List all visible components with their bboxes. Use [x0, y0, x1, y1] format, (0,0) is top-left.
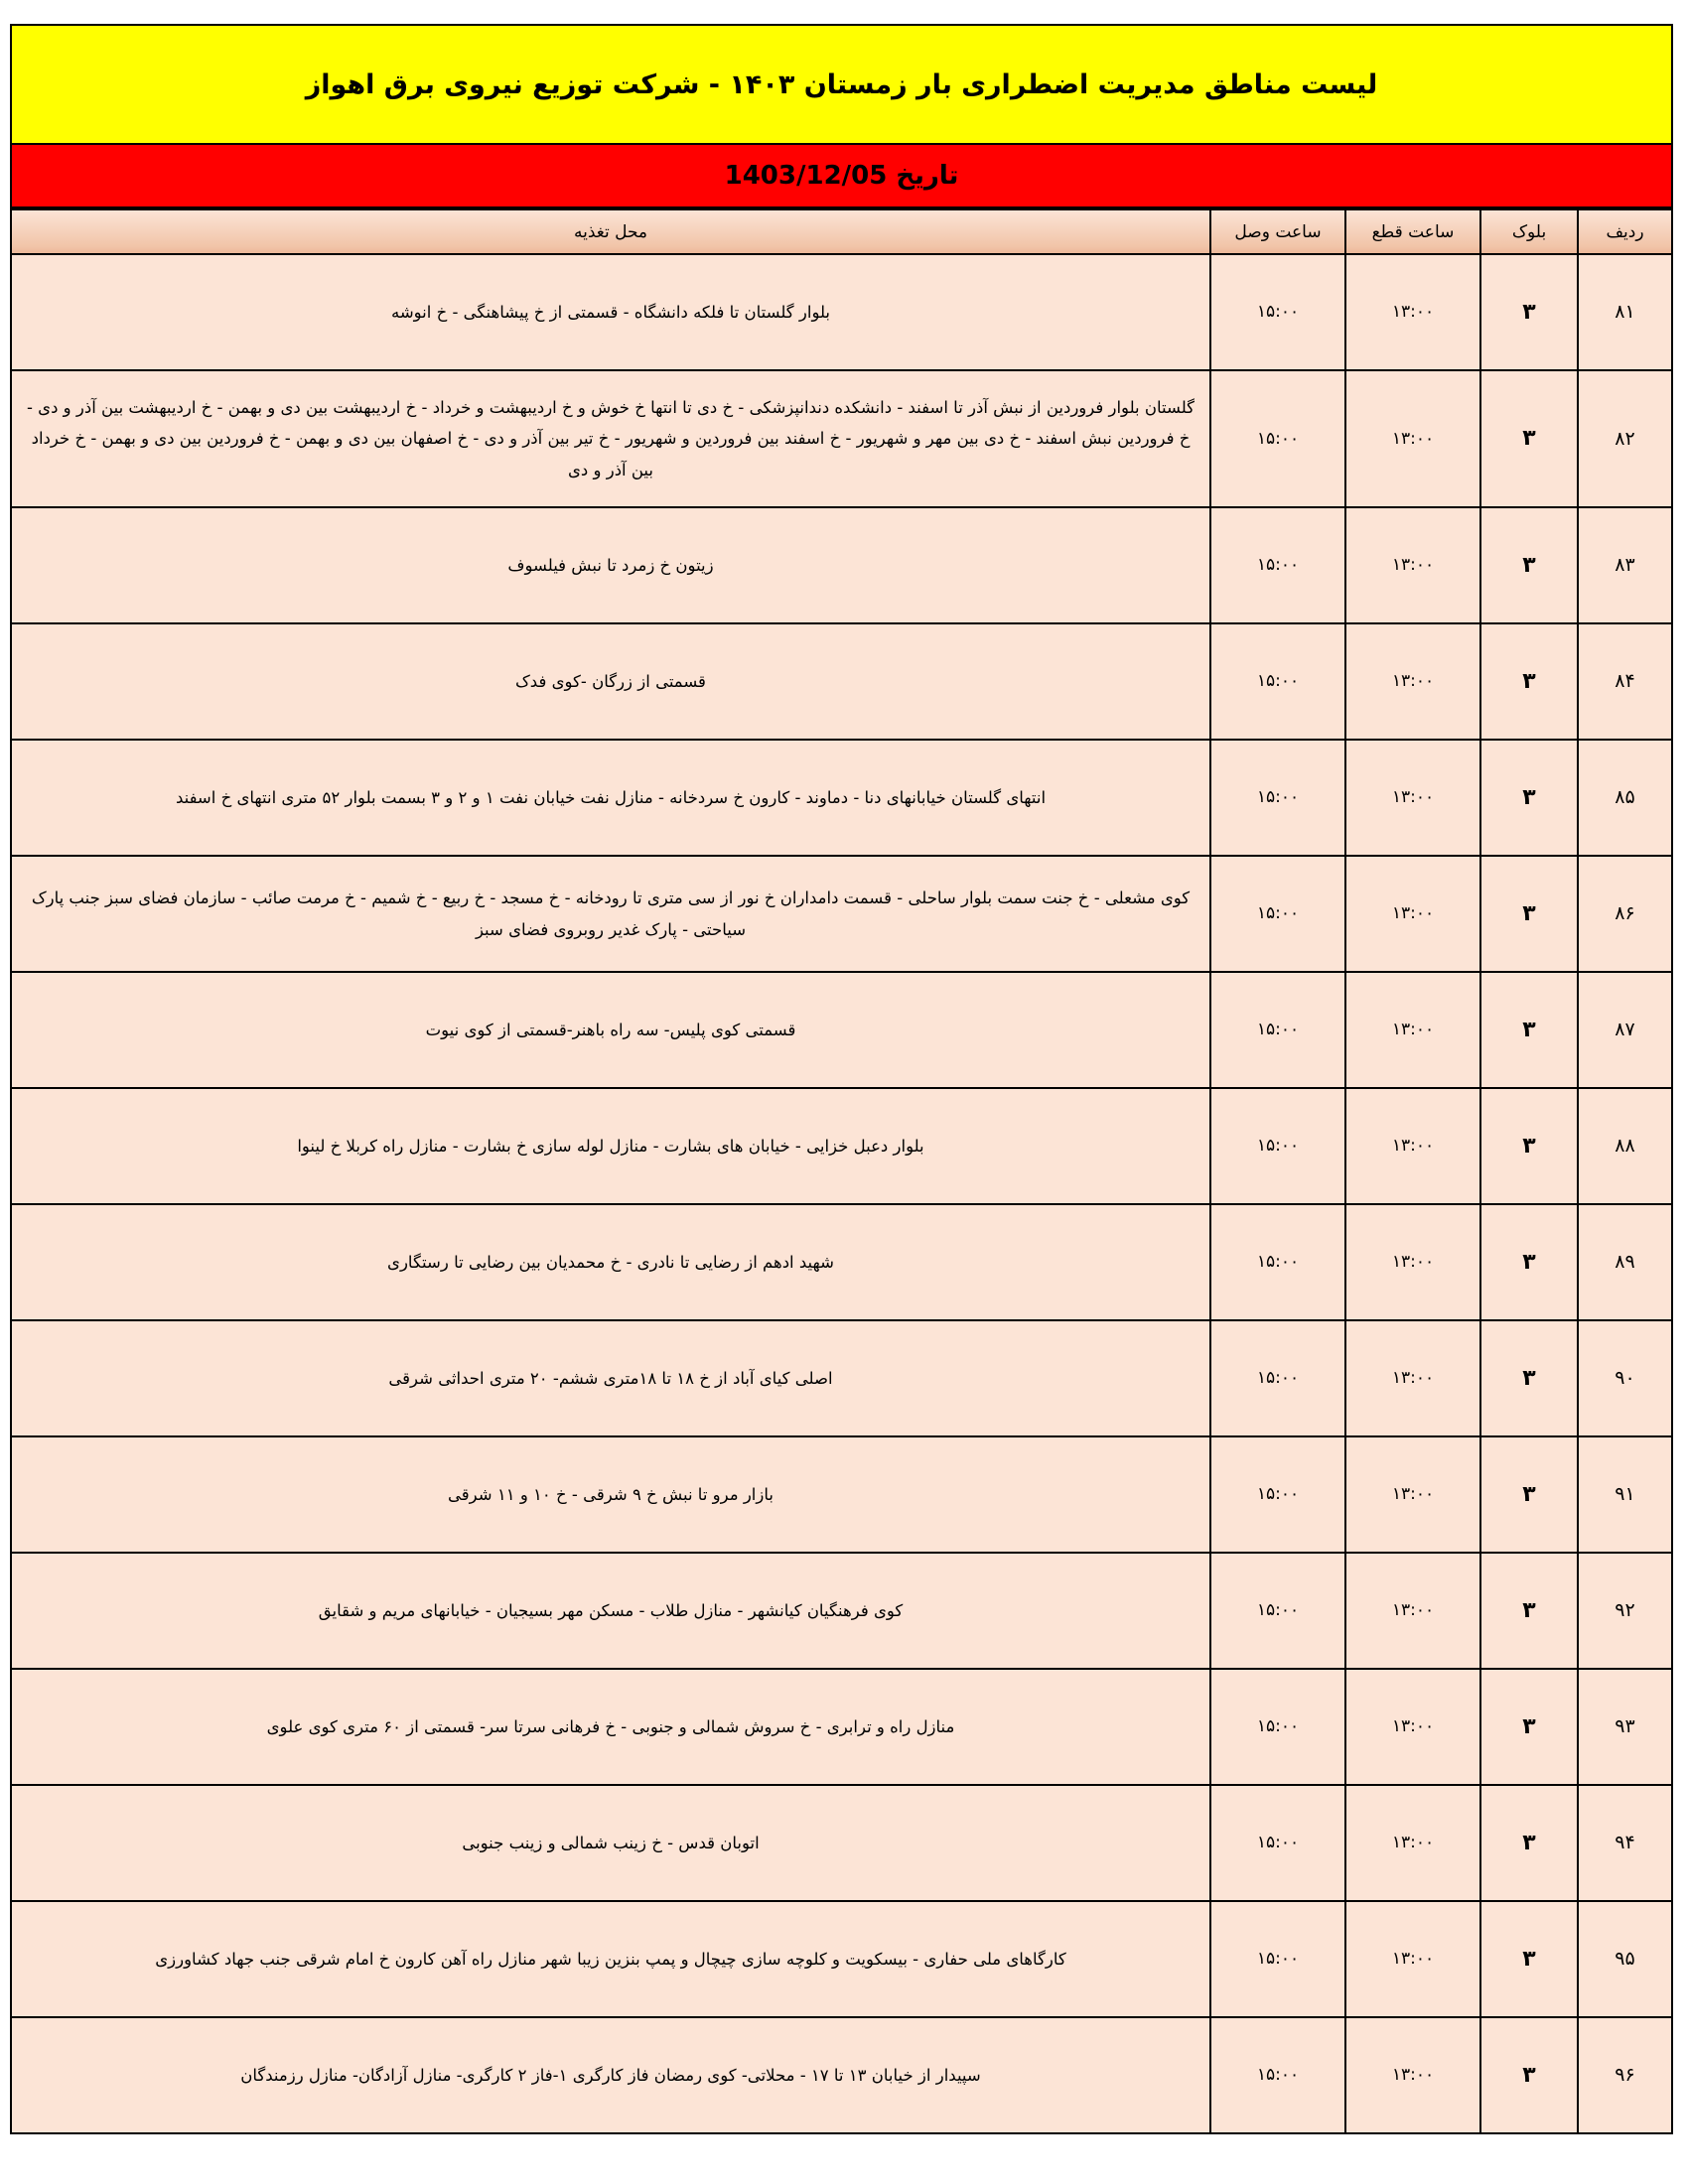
- row-number-cell: ۹۱: [1578, 1436, 1671, 1553]
- table-row: [12, 2017, 1671, 2132]
- cut-time-cell: ۱۳:۰۰: [1345, 370, 1480, 507]
- location-cell: منازل راه و ترابری - خ سروش شمالی و جنوبی - خ فرهانی سرتا سر- قسمتی از ۶۰ متری کوی علوی: [12, 1669, 1210, 1785]
- cut-time-cell: ۱۳:۰۰: [1345, 1088, 1480, 1204]
- location-cell: اصلی کیای آباد از خ ۱۸ تا ۱۸متری ششم- ۲۰ متری احداثی شرقی: [12, 1320, 1210, 1436]
- location-cell: قسمتی کوی پلیس- سه راه باهنر-قسمتی از کوی نیوت: [12, 972, 1210, 1088]
- block-cell: ۳: [1480, 740, 1578, 856]
- connect-time-cell: ۱۵:۰۰: [1210, 623, 1345, 740]
- cut-time-cell: ۱۳:۰۰: [1345, 972, 1480, 1088]
- date-banner: [12, 145, 1671, 208]
- connect-time-cell: ۱۵:۰۰: [1210, 1785, 1345, 1901]
- table-row: [12, 1088, 1671, 1204]
- table-row: [12, 254, 1671, 370]
- row-number-cell: ۸۳: [1578, 507, 1671, 623]
- connect-time-cell: ۱۵:۰۰: [1210, 1901, 1345, 2017]
- block-cell: ۳: [1480, 1785, 1578, 1901]
- location-cell: بلوار گلستان تا فلکه دانشگاه - قسمتی از خ پیشاهنگی - خ انوشه: [12, 254, 1210, 370]
- cut-time-cell: ۱۳:۰۰: [1345, 1553, 1480, 1669]
- block-cell: ۳: [1480, 856, 1578, 972]
- location-cell: کوی فرهنگیان کیانشهر - منازل طلاب - مسکن مهر بسیجیان - خیابانهای مریم و شقایق: [12, 1553, 1210, 1669]
- row-number-cell: ۹۵: [1578, 1901, 1671, 2017]
- cut-time-cell: ۱۳:۰۰: [1345, 1785, 1480, 1901]
- row-number-cell: ۹۰: [1578, 1320, 1671, 1436]
- row-number-cell: ۸۵: [1578, 740, 1671, 856]
- cut-time-cell: ۱۳:۰۰: [1345, 740, 1480, 856]
- location-cell: کوی مشعلی - خ جنت سمت بلوار ساحلی - قسمت دامداران خ نور از سی متری تا رودخانه - خ مسجد - خ ربیع - خ شمیم - خ مرمت صائب - سازمان فضای سبز جنب پارک سیاحتی - پارک غدیر روبروی فضای سبز: [12, 856, 1210, 972]
- column-header-block: بلوک: [1480, 209, 1578, 254]
- row-number-cell: ۹۳: [1578, 1669, 1671, 1785]
- location-cell: گلستان بلوار فروردین از نبش آذر تا اسفند - دانشکده دندانپزشکی - خ دی تا انتها خ خوش و خ اردیبهشت و خرداد - خ اردیبهشت بین دی و بهمن - خ اردیبهشت بین آذر و دی - خ فروردین نبش اسفند - خ دی بین مهر و شهریور - خ اسفند بین فروردین و شهریور - خ تیر بین آذر و دی - خ اصفهان بین دی و بهمن - خ فروردین بین دی و بهمن - خ خرداد بین آذر و دی: [12, 370, 1210, 507]
- block-cell: ۳: [1480, 1553, 1578, 1669]
- row-number-cell: ۸۹: [1578, 1204, 1671, 1320]
- row-number-cell: ۸۶: [1578, 856, 1671, 972]
- row-number-cell: ۹۴: [1578, 1785, 1671, 1901]
- connect-time-cell: ۱۵:۰۰: [1210, 1553, 1345, 1669]
- block-cell: ۳: [1480, 1204, 1578, 1320]
- block-cell: ۳: [1480, 1320, 1578, 1436]
- cut-time-cell: ۱۳:۰۰: [1345, 623, 1480, 740]
- connect-time-cell: ۱۵:۰۰: [1210, 1436, 1345, 1553]
- outage-table: [12, 208, 1671, 2132]
- connect-time-cell: ۱۵:۰۰: [1210, 254, 1345, 370]
- table-row: [12, 1785, 1671, 1901]
- location-cell: کارگاهای ملی حفاری - بیسکویت و کلوچه سازی چیچال و پمپ بنزین زیبا شهر منازل راه آهن کارون خ امام شرقی جنب جهاد کشاورزی: [12, 1901, 1210, 2017]
- table-row: [12, 1204, 1671, 1320]
- row-number-cell: ۸۴: [1578, 623, 1671, 740]
- connect-time-cell: ۱۵:۰۰: [1210, 2017, 1345, 2132]
- page-title: لیست مناطق مدیریت اضطراری بار زمستان ۱۴۰۳ - شرکت توزیع نیروی برق اهواز: [305, 68, 1378, 100]
- table-row: [12, 1436, 1671, 1553]
- block-cell: ۳: [1480, 623, 1578, 740]
- column-header-connect-time: ساعت وصل: [1210, 209, 1345, 254]
- connect-time-cell: ۱۵:۰۰: [1210, 1088, 1345, 1204]
- column-header-location: محل تغذیه: [12, 209, 1210, 254]
- table-row: [12, 1553, 1671, 1669]
- block-cell: ۳: [1480, 1088, 1578, 1204]
- connect-time-cell: ۱۵:۰۰: [1210, 1320, 1345, 1436]
- location-cell: قسمتی از زرگان -کوی فدک: [12, 623, 1210, 740]
- row-number-cell: ۹۲: [1578, 1553, 1671, 1669]
- cut-time-cell: ۱۳:۰۰: [1345, 507, 1480, 623]
- cut-time-cell: ۱۳:۰۰: [1345, 1901, 1480, 2017]
- location-cell: بلوار دعبل خزایی - خیابان های بشارت - منازل لوله سازی خ بشارت - منازل راه کربلا خ لینوا: [12, 1088, 1210, 1204]
- connect-time-cell: ۱۵:۰۰: [1210, 1669, 1345, 1785]
- row-number-cell: ۸۷: [1578, 972, 1671, 1088]
- block-cell: ۳: [1480, 254, 1578, 370]
- location-cell: سپیدار از خیابان ۱۳ تا ۱۷ - محلاتی- کوی رمضان فاز کارگری ۱-فاز ۲ کارگری- منازل آزادگان- منازل رزمندگان: [12, 2017, 1210, 2132]
- connect-time-cell: ۱۵:۰۰: [1210, 972, 1345, 1088]
- cut-time-cell: ۱۳:۰۰: [1345, 1436, 1480, 1553]
- connect-time-cell: ۱۵:۰۰: [1210, 507, 1345, 623]
- column-header-cut-time: ساعت قطع: [1345, 209, 1480, 254]
- table-row: [12, 1320, 1671, 1436]
- table-row: [12, 507, 1671, 623]
- block-cell: ۳: [1480, 507, 1578, 623]
- schedule-date: تاریخ 1403/12/05: [724, 161, 959, 191]
- row-number-cell: ۸۱: [1578, 254, 1671, 370]
- cut-time-cell: ۱۳:۰۰: [1345, 1669, 1480, 1785]
- block-cell: ۳: [1480, 2017, 1578, 2132]
- outage-schedule-sheet: [10, 24, 1673, 2134]
- table-row: [12, 370, 1671, 507]
- table-row: [12, 972, 1671, 1088]
- connect-time-cell: ۱۵:۰۰: [1210, 370, 1345, 507]
- title-banner: [12, 26, 1671, 145]
- row-number-cell: ۸۲: [1578, 370, 1671, 507]
- block-cell: ۳: [1480, 370, 1578, 507]
- table-row: [12, 740, 1671, 856]
- connect-time-cell: ۱۵:۰۰: [1210, 1204, 1345, 1320]
- location-cell: انتهای گلستان خیابانهای دنا - دماوند - کارون خ سردخانه - منازل نفت خیابان نفت ۱ و ۲ و ۳ بسمت بلوار ۵۲ متری انتهای خ اسفند: [12, 740, 1210, 856]
- table-header-row: [12, 209, 1671, 254]
- cut-time-cell: ۱۳:۰۰: [1345, 254, 1480, 370]
- table-row: [12, 1669, 1671, 1785]
- row-number-cell: ۹۶: [1578, 2017, 1671, 2132]
- connect-time-cell: ۱۵:۰۰: [1210, 856, 1345, 972]
- location-cell: زیتون خ زمرد تا نبش فیلسوف: [12, 507, 1210, 623]
- row-number-cell: ۸۸: [1578, 1088, 1671, 1204]
- location-cell: شهید ادهم از رضایی تا نادری - خ محمدیان بین رضایی تا رستگاری: [12, 1204, 1210, 1320]
- block-cell: ۳: [1480, 1901, 1578, 2017]
- cut-time-cell: ۱۳:۰۰: [1345, 856, 1480, 972]
- connect-time-cell: ۱۵:۰۰: [1210, 740, 1345, 856]
- cut-time-cell: ۱۳:۰۰: [1345, 2017, 1480, 2132]
- location-cell: بازار مرو تا نبش خ ۹ شرقی - خ ۱۰ و ۱۱ شرقی: [12, 1436, 1210, 1553]
- table-row: [12, 1901, 1671, 2017]
- block-cell: ۳: [1480, 972, 1578, 1088]
- cut-time-cell: ۱۳:۰۰: [1345, 1320, 1480, 1436]
- cut-time-cell: ۱۳:۰۰: [1345, 1204, 1480, 1320]
- block-cell: ۳: [1480, 1436, 1578, 1553]
- table-row: [12, 856, 1671, 972]
- column-header-row-number: ردیف: [1578, 209, 1671, 254]
- location-cell: اتوبان قدس - خ زینب شمالی و زینب جنوبی: [12, 1785, 1210, 1901]
- block-cell: ۳: [1480, 1669, 1578, 1785]
- table-row: [12, 623, 1671, 740]
- table-body: [12, 254, 1671, 2132]
